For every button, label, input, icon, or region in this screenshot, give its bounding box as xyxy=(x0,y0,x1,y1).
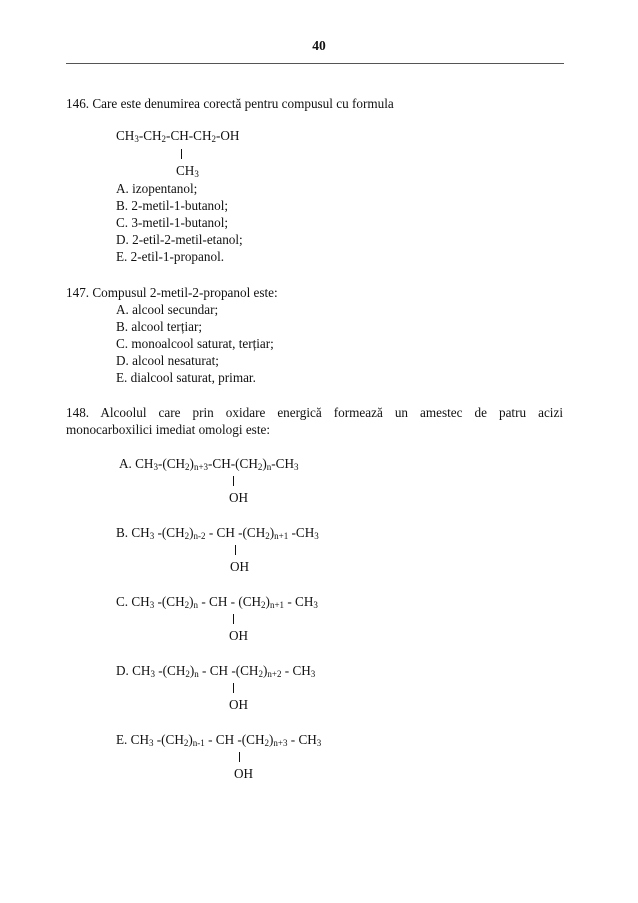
option-148-b-bond xyxy=(235,545,236,555)
option-146-b: B. 2-metil-1-butanol; xyxy=(116,198,229,213)
option-148-d-oh: OH xyxy=(229,697,249,712)
question-147-text: 147. Compusul 2-metil-2-propanol este: xyxy=(66,285,278,300)
question-148-line1: 148. Alcoolul care prin oxidare energică formează un amestec de patru acizi xyxy=(66,405,563,420)
option-148-d-bond xyxy=(233,683,234,693)
option-148-b-oh: OH xyxy=(230,559,250,574)
option-146-d: D. 2-etil-2-metil-etanol; xyxy=(116,232,243,247)
option-148-e: E. $CH_3$ $-(CH_2)_{n-1}$ - CH $-(CH_2)_{n+3} - CH_3$ xyxy=(116,732,322,748)
option-147-a: A. alcool secundar; xyxy=(116,302,219,317)
option-146-e: E. 2-etil-1-propanol. xyxy=(116,249,225,264)
formula-146: $CH_3-CH_2-CH-CH_2-OH$ xyxy=(116,128,240,144)
option-148-c-oh: OH xyxy=(229,628,249,643)
option-148-e-oh: OH xyxy=(234,766,254,781)
formula-146-bond xyxy=(181,149,182,159)
option-147-c: C. monoalcool saturat, terțiar; xyxy=(116,336,274,351)
option-148-c-bond xyxy=(233,614,234,624)
option-146-c: C. 3-metil-1-butanol; xyxy=(116,215,229,230)
question-146-text: 146. Care este denumirea corectă pentru compusul cu formula xyxy=(66,96,394,111)
page-number: 40 xyxy=(312,38,326,53)
option-146-a: A. izopentanol; xyxy=(116,181,198,196)
option-148-a: A. $CH_3-(CH_2)_{n+3}-CH-(CH_2)_n-CH_3$ xyxy=(119,456,299,472)
option-147-b: B. alcool terțiar; xyxy=(116,319,203,334)
question-148-line2: monocarboxilici imediat omologi este: xyxy=(66,422,270,437)
option-148-c: C. $CH_3$ $-(CH_2)_n$ - CH - $(CH_2)_{n+1} - CH_3$ xyxy=(116,594,318,610)
option-148-a-oh: OH xyxy=(229,490,249,505)
option-147-e: E. dialcool saturat, primar. xyxy=(116,370,256,385)
option-148-e-bond xyxy=(239,752,240,762)
option-148-a-bond xyxy=(233,476,234,486)
option-148-d: D. $CH_3$ $-(CH_2)_n$ - CH $-(CH_2)_{n+2} - CH_3$ xyxy=(116,663,316,679)
formula-146-branch: $CH_3$ xyxy=(176,163,199,179)
option-147-d: D. alcool nesaturat; xyxy=(116,353,219,368)
header-rule xyxy=(66,63,564,64)
option-148-b: B. $CH_3$ $-(CH_2)_{n-2}$ - CH $-(CH_2)_{n+1}$ $-CH_3$ xyxy=(116,525,319,541)
